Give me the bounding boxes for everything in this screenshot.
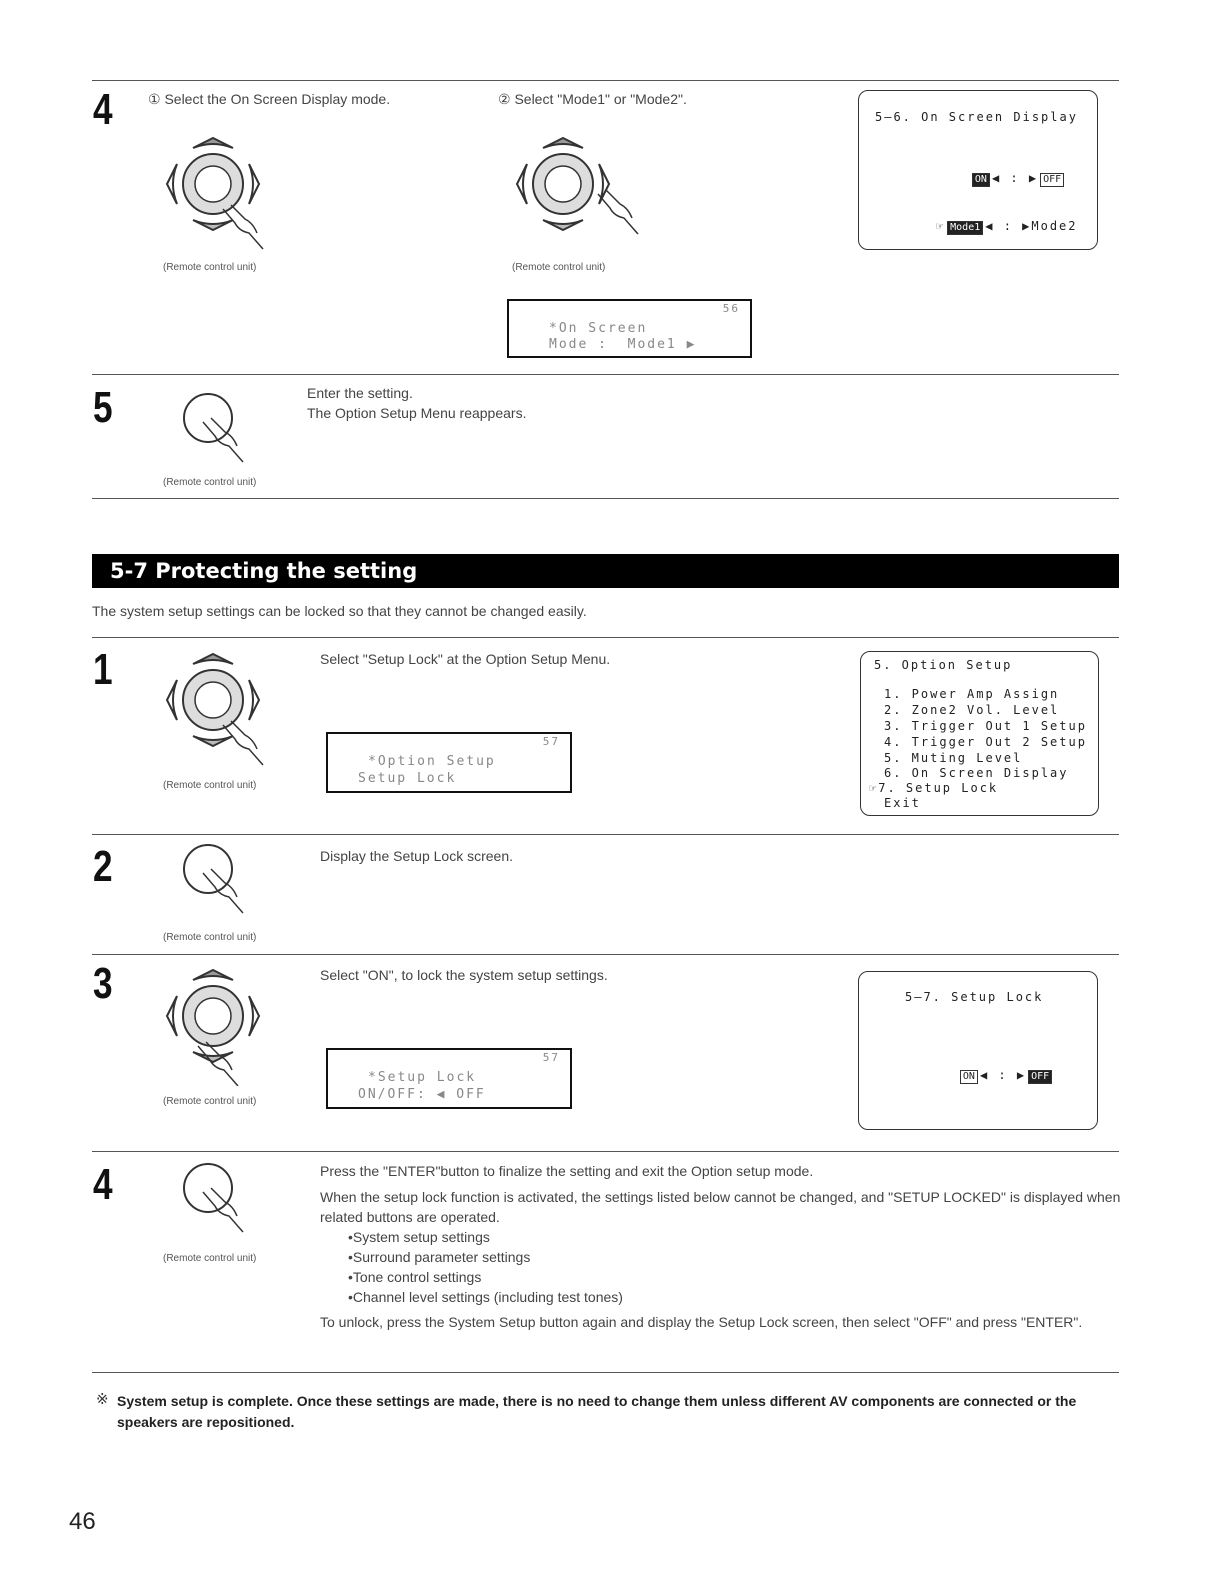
- lcd-code: 57: [542, 1051, 560, 1064]
- osd-menu-item: Exit: [884, 796, 921, 810]
- divider: [92, 637, 1119, 638]
- remote-pad-icon: [163, 966, 273, 1086]
- lcd-line: ON/OFF: ◀ OFF: [358, 1087, 486, 1102]
- list-item: • Tone control settings: [348, 1267, 623, 1287]
- selector-arrows: ◀ : ▶: [985, 219, 1032, 233]
- on-chip: ON: [972, 173, 990, 187]
- remote-caption: (Remote control unit): [163, 780, 257, 791]
- step-instruction: Enter the setting.: [307, 385, 413, 401]
- list-item: • Channel level settings (including test tones): [348, 1287, 623, 1307]
- section-header: [92, 554, 1119, 588]
- divider: [92, 834, 1119, 835]
- enter-button-icon: [178, 843, 258, 925]
- section-title: 5-7 Protecting the setting: [110, 559, 418, 583]
- osd-menu-item-selected: ☞7. Setup Lock: [869, 781, 999, 795]
- step-number: 5: [93, 383, 113, 432]
- step-instruction: Display the Setup Lock screen.: [320, 848, 513, 864]
- lcd-display: [507, 299, 752, 358]
- divider: [92, 498, 1119, 499]
- step-instruction: When the setup lock function is activated, the settings listed below cannot be changed, and "SETUP LOCKED" is displayed when related buttons are operated.: [320, 1189, 1121, 1225]
- remote-caption: (Remote control unit): [163, 477, 257, 488]
- remote-pad-icon: [163, 134, 273, 254]
- divider: [92, 1151, 1119, 1152]
- step-instruction: The Option Setup Menu reappears.: [307, 405, 527, 421]
- off-chip: OFF: [1028, 1070, 1052, 1084]
- list-item: • Surround parameter settings: [348, 1247, 623, 1267]
- mode1-chip: Mode1: [947, 221, 983, 235]
- selector-arrows: ◀ : ▶: [991, 171, 1039, 185]
- step-instruction: ② Select "Mode1" or "Mode2".: [498, 91, 687, 107]
- lcd-line: Setup Lock: [358, 771, 457, 786]
- divider: [92, 1372, 1119, 1373]
- divider: [92, 374, 1119, 375]
- osd-screen: [858, 971, 1098, 1130]
- divider: [92, 80, 1119, 81]
- lcd-line: *Option Setup: [368, 754, 496, 769]
- pointer-icon: ☞: [935, 219, 946, 233]
- divider: [92, 954, 1119, 955]
- mode2-label: Mode2: [1031, 219, 1078, 233]
- osd-menu-item: 5. Muting Level: [884, 751, 1023, 765]
- step-instruction: Select "ON", to lock the system setup settings.: [320, 967, 608, 983]
- step-number: 1: [93, 645, 113, 694]
- lcd-display: [326, 732, 572, 793]
- remote-caption: (Remote control unit): [512, 262, 606, 273]
- step-number: 2: [93, 842, 113, 891]
- osd-mode-row: [899, 205, 1078, 249]
- on-chip: ON: [960, 1070, 978, 1084]
- step-instruction: Select "Setup Lock" at the Option Setup Menu.: [320, 651, 611, 667]
- off-chip: OFF: [1040, 173, 1064, 187]
- osd-title: 5–6. On Screen Display: [875, 110, 1078, 124]
- selector-arrows: ◀ : ▶: [979, 1068, 1027, 1082]
- remote-caption: (Remote control unit): [163, 262, 257, 273]
- enter-button-icon: [178, 392, 258, 474]
- lcd-line: Mode : Mode1 ▶: [549, 337, 697, 352]
- lcd-line: *On Screen: [549, 321, 648, 336]
- osd-screen: [858, 90, 1098, 250]
- remote-caption: (Remote control unit): [163, 932, 257, 943]
- osd-title: 5. Option Setup: [874, 658, 1013, 672]
- section-intro: The system setup settings can be locked so that they cannot be changed easily.: [92, 603, 587, 619]
- osd-menu-item: 6. On Screen Display: [884, 766, 1069, 780]
- note-mark: ※: [96, 1391, 109, 1408]
- enter-button-icon: [178, 1162, 258, 1244]
- remote-caption: (Remote control unit): [163, 1253, 257, 1264]
- remote-pad-icon: [513, 134, 643, 254]
- osd-menu-item: 2. Zone2 Vol. Level: [884, 703, 1060, 717]
- osd-menu-item: 3. Trigger Out 1 Setup: [884, 719, 1087, 733]
- completion-note: System setup is complete. Once these settings are made, there is no need to change them unless different AV components are connected or the speakers are repositioned.: [117, 1393, 1077, 1430]
- step-instruction: To unlock, press the System Setup button again and display the Setup Lock screen, then select "OFF" and press "ENTER".: [320, 1314, 1083, 1330]
- lcd-code: 57: [542, 735, 560, 748]
- osd-on-off-row: [933, 157, 1066, 201]
- step-number: 4: [93, 1160, 113, 1209]
- step-number: 3: [93, 959, 113, 1008]
- osd-title: 5–7. Setup Lock: [905, 990, 1044, 1004]
- page-number: 46: [69, 1508, 96, 1535]
- step-number: 4: [93, 85, 113, 134]
- remote-pad-icon: [163, 650, 273, 770]
- osd-menu-item: 4. Trigger Out 2 Setup: [884, 735, 1087, 749]
- osd-on-off-row: [921, 1054, 1054, 1098]
- osd-screen: [860, 651, 1099, 816]
- list-item: • System setup settings: [348, 1227, 623, 1247]
- remote-caption: (Remote control unit): [163, 1096, 257, 1107]
- step-instruction: ① Select the On Screen Display mode.: [148, 91, 391, 107]
- lcd-code: 56: [722, 302, 740, 315]
- step-instruction: Press the "ENTER"button to finalize the setting and exit the Option setup mode.: [320, 1163, 814, 1179]
- lcd-line: *Setup Lock: [368, 1070, 477, 1085]
- osd-menu-item: 1. Power Amp Assign: [884, 687, 1060, 701]
- lcd-display: [326, 1048, 572, 1109]
- locked-settings-list: [348, 1227, 623, 1307]
